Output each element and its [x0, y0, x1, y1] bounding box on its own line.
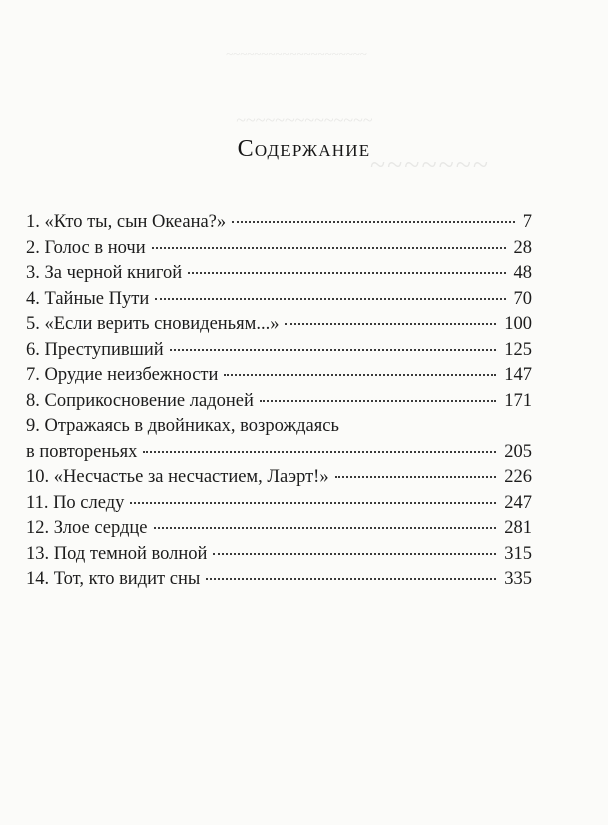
dot-leader: [335, 476, 497, 478]
toc-entry-label: 5. «Если верить сновиденьям...»: [26, 314, 280, 334]
dot-leader: [206, 578, 496, 580]
dot-leader: [260, 400, 496, 402]
toc-page-number: 70: [513, 288, 532, 309]
toc-entry: [26, 440, 532, 466]
toc-entry-label: 8. Соприкосновение ладоней: [26, 390, 254, 411]
dot-leader: [154, 527, 497, 529]
toc-page-number: 226: [504, 467, 532, 487]
toc-page-number: 48: [513, 263, 532, 283]
dot-leader: [152, 247, 506, 249]
toc-entry-label: 12. Злое сердце: [26, 518, 148, 538]
toc-page-number: 100: [504, 314, 532, 334]
toc-entry: [26, 312, 532, 338]
dot-leader: [143, 451, 496, 453]
toc-entry-label: 7. Орудие неизбежности: [26, 365, 219, 385]
show-through-text: ~~~~~~~: [370, 150, 491, 181]
toc-page-number: 28: [513, 237, 532, 258]
toc-page-number: 171: [504, 390, 532, 411]
toc-entry: [26, 287, 532, 313]
toc-entry: [26, 491, 532, 517]
toc-entry-label: 6. Преступивший: [26, 339, 164, 360]
toc-entry-label: 11. По следу: [26, 492, 125, 513]
dot-leader: [188, 272, 505, 274]
toc-page-number: 7: [522, 212, 532, 232]
toc-page-number: 205: [504, 441, 532, 462]
toc-page-number: 281: [504, 518, 532, 538]
contents-heading: Содержание: [237, 136, 371, 162]
dot-leader: [155, 298, 505, 300]
toc-entry-label: 10. «Несчастье за несчастием, Лаэрт!»: [26, 467, 329, 487]
toc-entry: [26, 516, 532, 542]
toc-entry: [26, 261, 532, 287]
toc-page-number: 315: [504, 543, 532, 564]
table-of-contents: [26, 210, 532, 593]
toc-entry: [26, 210, 532, 236]
dot-leader: [170, 349, 497, 351]
toc-entry: [26, 542, 532, 568]
toc-entry-label: 13. Под темной волной: [26, 543, 208, 564]
dot-leader: [232, 221, 515, 223]
toc-entry-label: 2. Голос в ночи: [26, 237, 146, 258]
dot-leader: [213, 553, 496, 555]
toc-page-number: 147: [504, 365, 532, 385]
toc-entry-label: 4. Тайные Пути: [26, 288, 150, 309]
toc-page-number: 125: [504, 339, 532, 360]
toc-entry-label: 3. За черной книгой: [26, 263, 183, 283]
toc-entry-label: 14. Тот, кто видит сны: [26, 569, 201, 589]
show-through-text: ~~~~~~~~~~~~~~~~~~~~: [226, 46, 367, 61]
dot-leader: [285, 323, 496, 325]
toc-entry: [26, 389, 532, 415]
toc-entry: [26, 236, 532, 262]
toc-entry-label-line1: 9. Отражаясь в двойниках, возрождаясь: [26, 416, 339, 436]
toc-entry: [26, 465, 532, 491]
show-through-text: ~~~~~~~~~~~~~~: [236, 110, 373, 130]
toc-entry: [26, 567, 532, 593]
dot-leader: [130, 502, 496, 504]
toc-entry: [26, 363, 532, 389]
toc-entry-label: в повтореньях: [26, 441, 138, 462]
dot-leader: [224, 374, 496, 376]
toc-entry: [26, 338, 532, 364]
toc-page-number: 247: [504, 492, 532, 513]
toc-page-number: 335: [504, 569, 532, 589]
toc-entry-label: 1. «Кто ты, сын Океана?»: [26, 212, 227, 232]
